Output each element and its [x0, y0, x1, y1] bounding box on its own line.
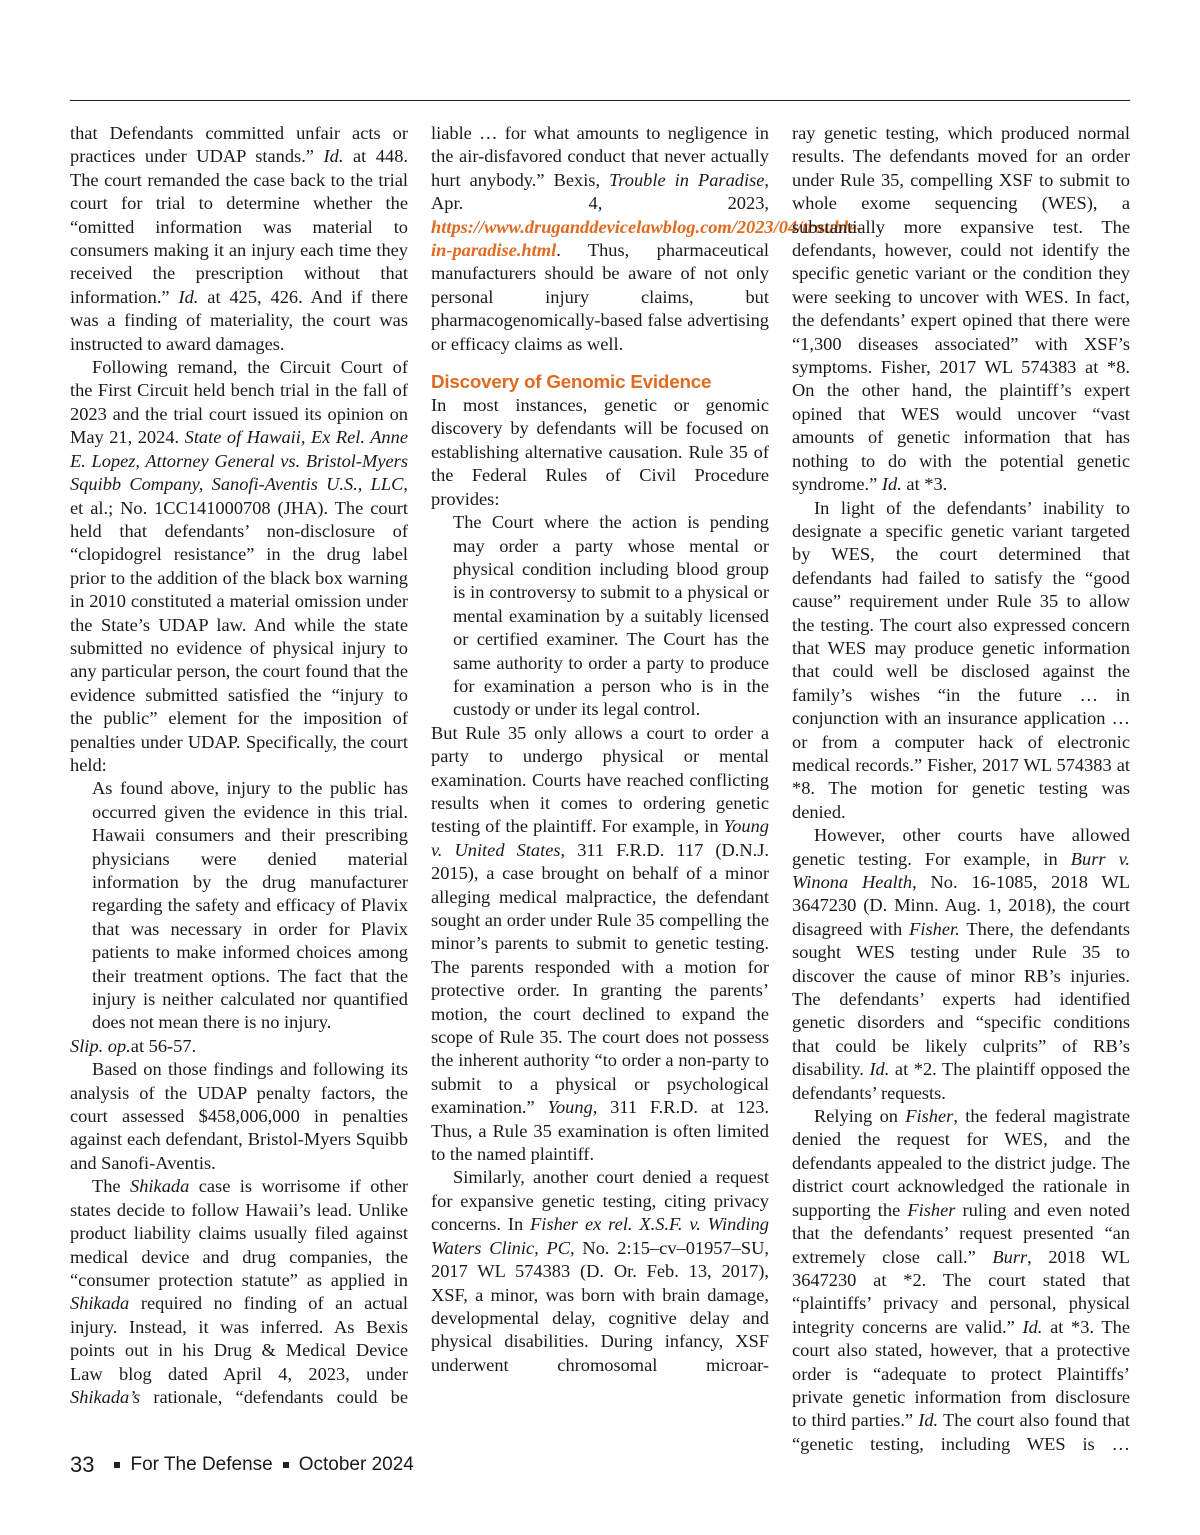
paragraph: [792, 1105, 1130, 1456]
block-quote: The Court where the action is pending may order a party whose mental or physical condition including blood group is in controversy to submit to a physical or mental examination by a suitably licensed or certified examiner. The Court has the same authority to order a party to produce for examination a person who is in the custody or under its legal control.: [453, 512, 769, 720]
publication-title: For The Defense: [130, 1454, 273, 1475]
citation: [70, 1035, 408, 1058]
text-run: Similarly, another court denied a request for expansive genetic testing, citing privacy concerns. In: [431, 1167, 769, 1235]
bullet-square-icon: [283, 1462, 289, 1468]
italic-text: Young: [547, 1097, 593, 1118]
column-1: [70, 122, 408, 1409]
text-run: In light of the defendants’ inability to designate a specific genetic variant targeted by WES, the court determined that defendants had failed to satisfy the “good cause” requirement under Rule 35 to allow the testing. The court also expressed concern that WES may produce genetic information that could well be disclosed against the family’s wishes “in the future … in conjunction with an insurance application … or from a computer hack of electronic medical records.” Fisher, 2017 WL 574383 at *8. The motion for genetic testing was denied.: [792, 497, 1130, 822]
section-heading: Discovery of Genomic Evidence: [431, 371, 712, 393]
italic-text: Shikada: [70, 1293, 130, 1314]
text-run: , No. 16-1085, 2018 WL 3647230 (D. Minn. Aug. 1, 2018), the court disagreed with: [792, 872, 1130, 939]
italic-text: Fisher ex rel. X.S.F. v. Winding Waters Clinic, PC: [431, 1214, 769, 1258]
text-run: at *3.: [901, 474, 948, 495]
paragraph: [70, 122, 408, 356]
italic-text: Burr v. Winona Health: [792, 848, 1130, 892]
italic-text: Id.: [881, 474, 902, 495]
paragraph: [70, 356, 408, 777]
text-run: at *2. The plaintiff opposed the defendants’ requests.: [792, 1059, 1130, 1103]
text-run: at 56-57.: [130, 1035, 197, 1056]
blog-link[interactable]: https://www.druganddevicelawblog.com/2023/04/trouble-in-paradise.html: [431, 216, 863, 261]
paragraph: [431, 122, 863, 356]
paragraph: [792, 824, 1130, 1105]
text-run: at 425, 426. And if there was a finding of materiality, the court was instructed to award damages.: [70, 286, 409, 354]
paragraph: [431, 1166, 769, 1377]
text-run: that Defendants committed unfair acts or practices under UDAP stands.”: [70, 123, 408, 167]
text-run: The: [92, 1176, 131, 1197]
italic-text: Shikada’s: [70, 1386, 141, 1407]
italic-text: Id.: [869, 1059, 890, 1080]
text-run: required no finding of an actual injury. Instead, it was inferred. As Bexis points out in his Drug & Medical Device Law blog dated April 4, 2023, under: [70, 1293, 408, 1384]
italic-text: Id.: [178, 286, 199, 307]
text-run: , 311 F.R.D. 117 (D.N.J. 2015), a case brought on behalf of a minor alleging medical malpractice, the defendant sought an order under Rule 35 compelling the minor’s parents to submit to genetic testing. The parents responded with a motion for protective order. In granting the parents’ motion, the court declined to expand the scope of Rule 35. The court does not possess the inherent authority “to order a non-party to submit to a physical or psychological examination.”: [431, 839, 769, 1118]
italic-text: Fisher.: [909, 918, 960, 939]
page-number: 33: [70, 1452, 95, 1477]
italic-text: Shikada: [130, 1176, 190, 1197]
text-run: . Thus, pharmaceutical manufacturers should be aware of not only personal injury claims, but pharmacogenomically-based false advertising or efficacy claims as well.: [431, 240, 769, 354]
text-run: In most instances, genetic or genomic discovery by defendants will be focused on establishing alternative causation. Rule 35 of the Federal Rules of Civil Procedure provides:: [431, 395, 769, 509]
text-run: But Rule 35 only allows a court to order a party to undergo physical or mental examination. Courts have reached conflicting results when it comes to ordering genetic testing of the plaintiff. For example, in: [431, 722, 769, 837]
text-run: Following remand, the Circuit Court of the First Circuit held bench trial in the fall of 2023 and the trial court issued its opinion on May 21, 2024.: [70, 357, 408, 448]
header-rule: [70, 100, 1130, 101]
italic-text: State of Hawaii, Ex Rel. Anne E. Lopez, Attorney General vs. Bristol-Myers Squibb Company, Sanofi-Aventis U.S., LLC: [70, 427, 408, 495]
italic-text: Burr: [992, 1246, 1028, 1267]
text-run: at 448. The court remanded the case back to the trial court for trial to determine whether the “omitted information was material to consumers making it an injury each time they received the prescription without that information.”: [70, 146, 408, 307]
text-run: , 2018 WL 3647230 at *2. The court stated that “plaintiffs’ privacy and personal, physical integrity concerns are valid.”: [792, 1246, 1130, 1337]
issue-date: October 2024: [298, 1454, 414, 1475]
paragraph: [70, 1058, 408, 1175]
italic-text: Young v. United States: [431, 816, 769, 860]
italic-text: Slip. op.: [70, 1035, 131, 1056]
text-run: However, other courts have allowed genetic testing. For example, in: [792, 825, 1130, 869]
text-run: at *3. The court also stated, however, that a protective order is “adequate to protect Plaintiffs’ private genetic information from disclosure to third parties.”: [792, 1316, 1130, 1431]
paragraph: [431, 394, 769, 511]
paragraph: [431, 722, 769, 1167]
text-run: Based on those findings and following its analysis of the UDAP penalty factors, the court assessed $458,006,000 in penalties against each defendant, Bristol-Myers Squibb and Sanofi-Aventis.: [70, 1059, 408, 1173]
text-run: case is worrisome if other states decide to follow Hawaii’s lead. Unlike product liability claims usually filed against medical device and drug companies, the “consumer protection statute” as applied in: [70, 1176, 408, 1290]
text-run: There, the defendants sought WES testing under Rule 35 to discover the cause of minor RB’s injuries. The defendants’ experts had identified genetic disorders and “specific conditions that could be likely culprits” of RB’s disability.: [792, 918, 1130, 1080]
text-run: , 311 F.R.D. at 123. Thus, a Rule 35 examination is often limited to the named plaintiff.: [431, 1097, 769, 1165]
paragraph: [70, 1175, 408, 1409]
italic-text: Id.: [918, 1410, 939, 1431]
text-run: liable … for what amounts to negligence in the air-disfavored conduct that never actually hurt anybody.” Bexis,: [431, 123, 769, 190]
italic-text: Fisher: [907, 1199, 956, 1220]
text-run: ray genetic testing, which produced normal results. The defendants moved for an order under Rule 35, compelling XSF to submit to whole exome sequencing (WES), a substantially more expansive test. The defendants, however, could not identify the specific genetic variant or the condition they were seeking to uncover with WES. In fact, the defendants’ expert opined that there were “1,300 diseases associated” with XSF’s symptoms. Fisher, 2017 WL 574383 at *8. On the other hand, the plaintiff’s expert opined that WES would uncover “vast amounts of genetic information that has nothing to do with the potential genetic syndrome.”: [792, 123, 1130, 495]
bullet-square-icon: [114, 1462, 120, 1468]
text-run: Relying on: [814, 1106, 906, 1127]
text-run: The court also found that “genetic testing, including WES is …: [792, 1410, 1130, 1454]
text-run: , Apr. 4, 2023,: [431, 169, 770, 214]
italic-text: Id.: [323, 146, 344, 167]
paragraph: [792, 122, 1130, 497]
text-run: ruling and even noted that the defendants’ request presented “an extremely close call.”: [792, 1199, 1130, 1267]
text-run: rationale, “defendants could be: [140, 1386, 408, 1407]
text-run: , No. 2:15–cv–01957–SU, 2017 WL 574383 (D. Or. Feb. 13, 2017), XSF, a minor, was born with brain damage, developmental delay, cognitive delay and physical disabilities. During infancy, XSF underwent chromosomal microar-: [431, 1237, 769, 1375]
italic-text: Trouble in Paradise: [609, 169, 765, 190]
italic-text: Fisher: [905, 1106, 954, 1127]
italic-text: Id.: [1022, 1316, 1043, 1337]
paragraph: [792, 497, 1130, 825]
text-run: , et al.; No. 1CC141000708 (JHA). The court held that defendants’ non-disclosure of “clopidogrel resistance” in the drug label prior to the addition of the black box warning in 2010 constituted a material omission under the State’s UDAP law. And while the state submitted no evidence of physical injury to any particular person, the court found that the evidence submitted satisfied the “injury to the public” element for the imposition of penalties under UDAP. Specifically, the court held:: [70, 474, 408, 775]
page-footer: [70, 1452, 414, 1478]
block-quote: As found above, injury to the public has occurred given the evidence in this trial. Hawaii consumers and their prescribing physicians were denied material information by the drug manufacturer regarding the safety and efficacy of Plavix that was necessary in order for Plavix patients to make informed choices among their treatment options. The fact that the injury is neither calculated nor quantified does not mean there is no injury.: [92, 778, 408, 1033]
column-3: [792, 122, 1130, 1456]
text-run: , the federal magistrate denied the request for WES, and the defendants appealed to the district judge. The district court acknowledged the rationale in supporting the: [792, 1106, 1131, 1220]
